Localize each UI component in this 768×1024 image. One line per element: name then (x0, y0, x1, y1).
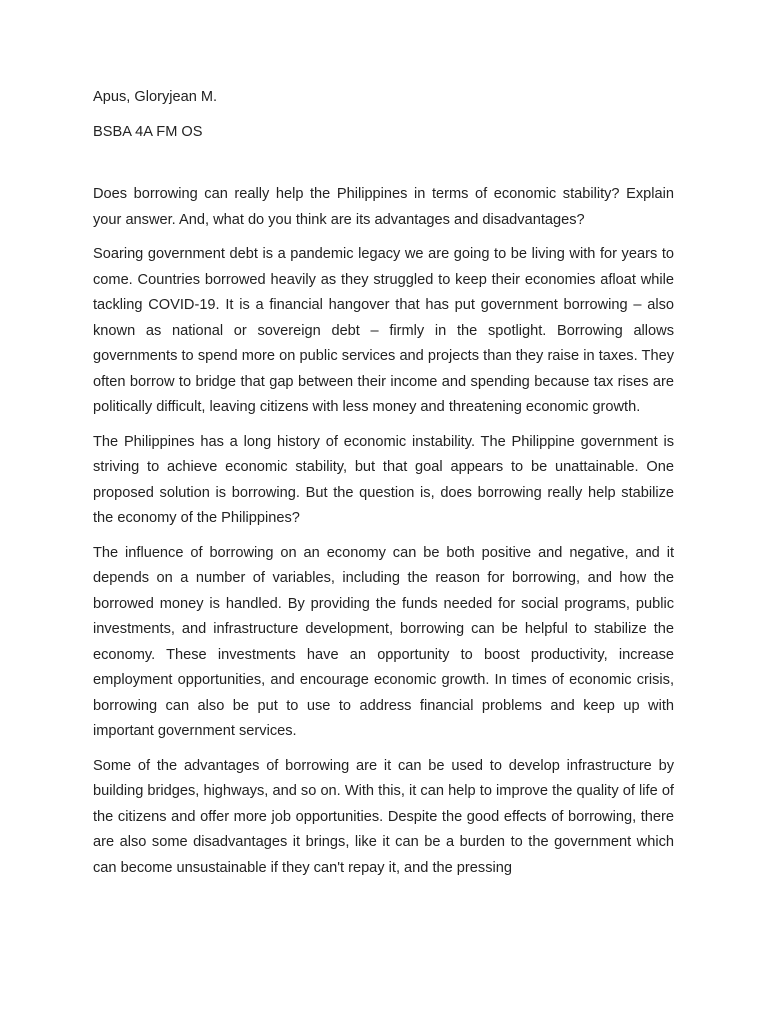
author-name: Apus, Gloryjean M. (93, 89, 218, 105)
paragraph-3: The influence of borrowing on an economy can be both positive and negative, and it depends on a number of variables, including the reason for borrowing, and how the borrowed money is handled. By providing the funds needed for social programs, public investments, and infrastructure development, borrowing can be helpful to stabilize the economy. These investments have an opportunity to boost productivity, increase employment opportunities, and encourage economic growth. In times of economic crisis, borrowing can also be put to use to address financial problems and keep up with important government services. (93, 544, 674, 739)
paragraph-2: The Philippines has a long history of economic instability. The Philippine government is striving to achieve economic stability, but that goal appears to be unattainable. One proposed solution is borrowing. But the question is, does borrowing really help stabilize the economy of the Philippines? (93, 433, 674, 526)
paragraph-1: Soaring government debt is a pandemic legacy we are going to be living with for years to come. Countries borrowed heavily as they struggled to keep their economies afloat while tackling COVID-19. It is a financial hangover that has put government borrowing – also known as national or sovereign debt – firmly in the spotlight. Borrowing allows governments to spend more on public services and projects than they raise in taxes. They often borrow to bridge that gap between their income and spending because tax rises are politically difficult, leaving citizens with less money and threatening economic growth. (93, 246, 674, 415)
course-section: BSBA 4A FM OS (93, 124, 203, 140)
essay-question-block (93, 182, 674, 233)
paragraph-4: Some of the advantages of borrowing are it can be used to develop infrastructure by building bridges, highways, and so on. With this, it can help to improve the quality of life of the citizens and offer more job opportunities. Despite the good effects of borrowing, there are also some disadvantages it brings, like it can be a burden to the government which can become unsustainable if they can't repay it, and the pressing (93, 757, 674, 876)
essay-question: Does borrowing can really help the Philippines in terms of economic stability? Explain your answer. And, what do you think are its advantages and disadvantages? (93, 186, 674, 228)
